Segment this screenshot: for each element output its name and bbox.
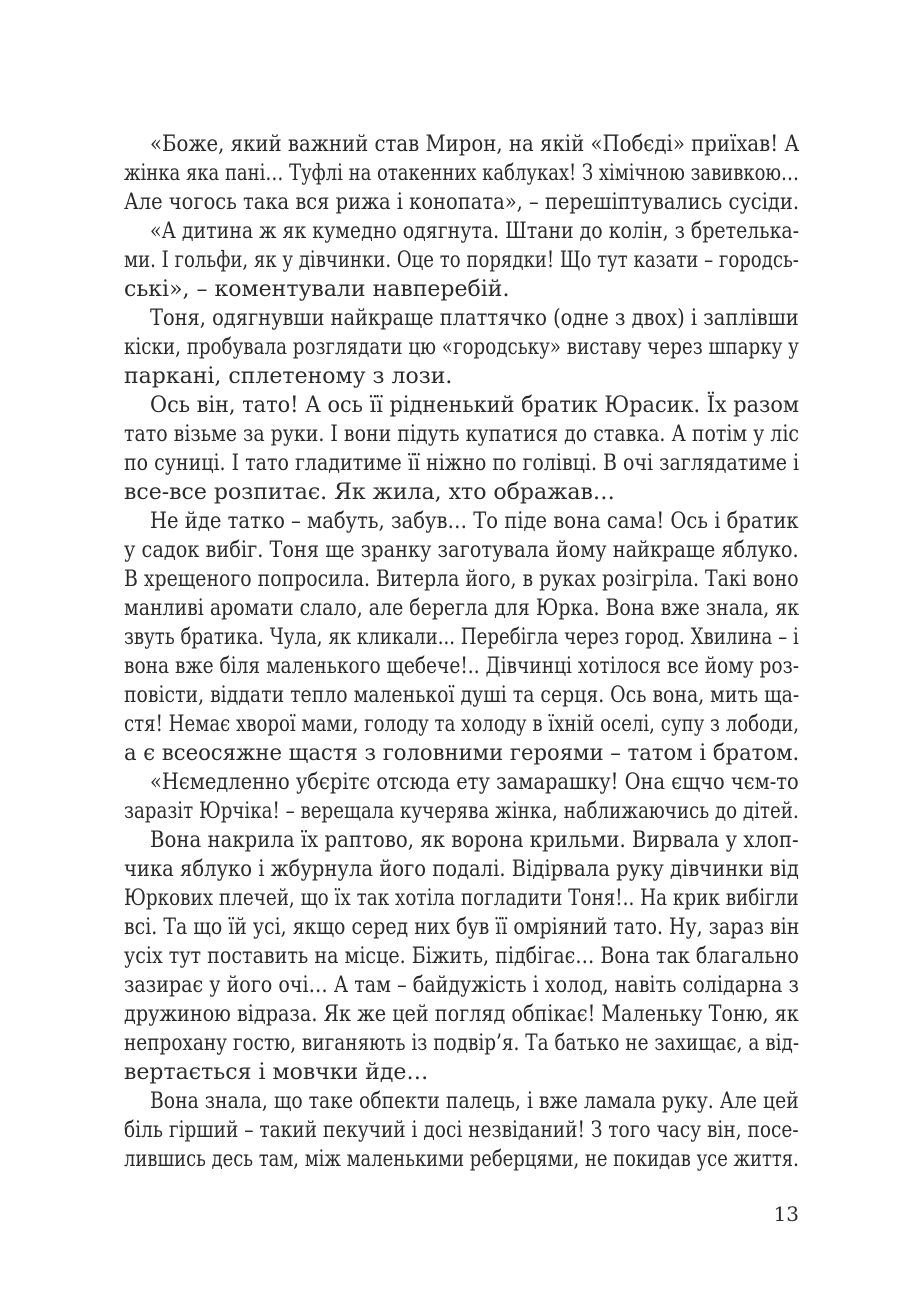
text-line: тато візьме за руки. І вони підуть купатися до ставка. А потім у ліс (124, 422, 799, 447)
text-line: вертається і мовчки йде… (124, 1060, 429, 1085)
text-line: біль гірший – такий пекучий і досі незвіданий! З того часу він, посе- (124, 1118, 799, 1143)
text-line: а є всеосяжне щастя з головними героями – татом і братом. (124, 741, 800, 766)
text-line: лившись десь там, між маленькими реберцями, не покидав усе життя. (124, 1147, 799, 1172)
text-line: ми. І гольфи, як у дівчинки. Оце то порядки! Що тут казати – городсь- (124, 248, 799, 273)
text-line: паркані, сплетеному з лози. (124, 364, 453, 389)
text-line: дружиною відраза. Як же цей погляд обпікає! Маленьку Тоню, як (124, 1002, 799, 1027)
text-line: Тоня, одягнувши найкраще платтячко (одне з двох) і заплівши (150, 306, 799, 331)
text-line: все-все розпитає. Як жила, хто ображав… (124, 480, 615, 505)
text-line: Ось він, тато! А ось її рідненький братик Юрасик. Їх разом (150, 393, 800, 418)
text-line: Юркових плечей, що їх так хотіла погладити Тоня!.. На крик вибігли (124, 886, 799, 911)
text-line: всі. Та що їй усі, якщо серед них був її омріяний тато. Ну, зараз він (124, 915, 800, 940)
text-line: В хрещеного попросила. Витерла його, в руках розігріла. Такі воно (124, 567, 799, 592)
text-line: непрохану гостю, виганяють із подвір’я. Та батько не захищає, а від- (124, 1031, 800, 1056)
text-line: Не йде татко – мабуть, забув… То піде вона сама! Ось і братик (150, 509, 799, 534)
text-line: стя! Немає хворої мами, голоду та холоду в їхній оселі, супу з лободи, (124, 712, 799, 737)
text-line: по суниці. І тато гладитиме її ніжно по голівці. В очі заглядатиме і (124, 451, 800, 476)
text-line: вона вже біля маленького щебече!.. Дівчинці хотілося все йому роз- (124, 654, 799, 679)
page-number: 13 (773, 1202, 799, 1226)
text-line: ськi», – коментували навперебій. (124, 277, 510, 302)
text-line: Вона знала, що таке обпекти палець, і вже ламала руку. Але цей (150, 1089, 799, 1114)
text-line: жінка яка пані… Туфлі на отакенних каблуках! З хімічною завивкою… (124, 161, 800, 186)
text-line: заразіт Юрчіка! – верещала кучерява жінка, наближаючись до дітей. (124, 799, 799, 824)
text-line: у садок вибіг. Тоня ще зранку заготувала йому найкраще яблуко. (124, 538, 799, 563)
text-line: Але чогось така вся рижа і конопата», – перешіптувались сусіди. (124, 190, 800, 215)
text-line: усіх тут поставить на місце. Біжить, підбігає… Вона так благально (124, 944, 799, 969)
text-line: повісти, віддати тепло маленької душі та серця. Ось вона, мить ща- (124, 683, 800, 708)
text-line: зазирає у його очі… А там – байдужість і холод, навіть солідарна з (124, 973, 799, 998)
text-line: «А дитина ж як кумедно одягнута. Штани до колін, з бретелька- (150, 219, 800, 244)
text-line: кіски, пробувала розглядати цю «городську» виставу через шпарку у (124, 335, 799, 360)
text-line: Вона накрила їх раптово, як ворона крильми. Вирвала у хлоп- (150, 828, 799, 853)
text-line: манливі аромати слало, але берегла для Юрка. Вона вже знала, як (124, 596, 800, 621)
text-line: звуть братика. Чула, як кликали... Перебігла через город. Хвилина – і (124, 625, 799, 650)
text-line: «Боже, який важний став Мирон, на якій «Побєді» приїхав! А (150, 132, 800, 157)
text-line: «Нємедленно убєрітє отсюда ету замарашку! Она єщчо чєм-то (150, 770, 799, 795)
text-line: чика яблуко і жбурнула його подалі. Відірвала руку дівчинки від (124, 857, 799, 882)
